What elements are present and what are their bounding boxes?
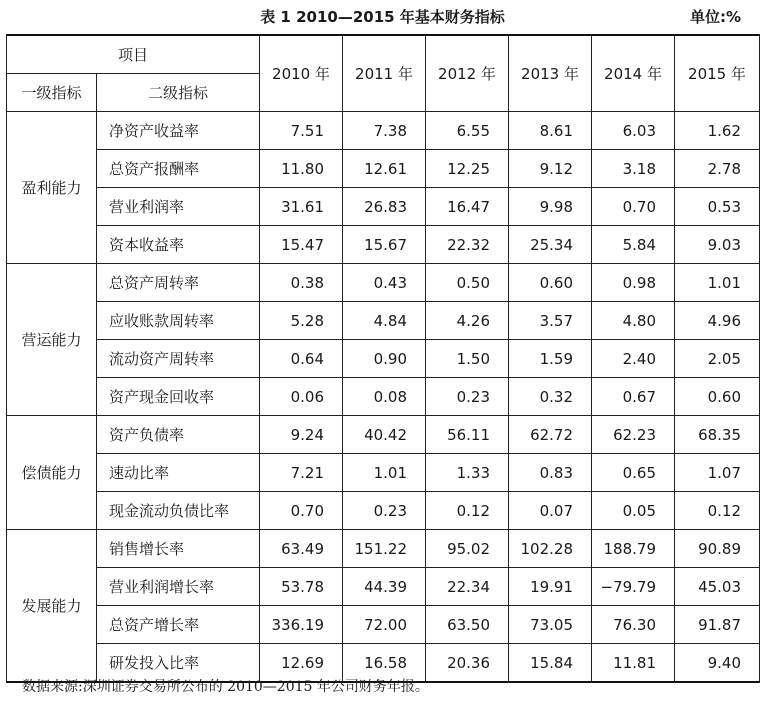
value-cell: 2.78 bbox=[675, 150, 760, 188]
value-cell: 63.49 bbox=[260, 530, 343, 568]
indicator-label: 速动比率 bbox=[97, 454, 260, 492]
value-cell: 0.06 bbox=[260, 378, 343, 416]
value-cell: 9.98 bbox=[509, 188, 592, 226]
header-level2: 二级指标 bbox=[97, 74, 260, 112]
value-cell: 4.96 bbox=[675, 302, 760, 340]
value-cell: 5.28 bbox=[260, 302, 343, 340]
value-cell: 1.07 bbox=[675, 454, 760, 492]
indicator-label: 流动资产周转率 bbox=[97, 340, 260, 378]
value-cell: 76.30 bbox=[592, 606, 675, 644]
value-cell: 0.60 bbox=[675, 378, 760, 416]
value-cell: 25.34 bbox=[509, 226, 592, 264]
value-cell: 0.50 bbox=[426, 264, 509, 302]
indicator-label: 资产现金回收率 bbox=[97, 378, 260, 416]
value-cell: 1.01 bbox=[675, 264, 760, 302]
value-cell: 0.32 bbox=[509, 378, 592, 416]
value-cell: 102.28 bbox=[509, 530, 592, 568]
table-row bbox=[7, 302, 760, 340]
value-cell: 9.12 bbox=[509, 150, 592, 188]
value-cell: 0.90 bbox=[343, 340, 426, 378]
value-cell: 16.58 bbox=[343, 644, 426, 683]
value-cell: 0.05 bbox=[592, 492, 675, 530]
header-year: 2012 年 bbox=[426, 35, 509, 112]
value-cell: 151.22 bbox=[343, 530, 426, 568]
indicator-label: 净资产收益率 bbox=[97, 112, 260, 150]
value-cell: 2.40 bbox=[592, 340, 675, 378]
table-row bbox=[7, 112, 760, 150]
value-cell: 26.83 bbox=[343, 188, 426, 226]
value-cell: 15.67 bbox=[343, 226, 426, 264]
indicator-label: 应收账款周转率 bbox=[97, 302, 260, 340]
indicator-label: 总资产周转率 bbox=[97, 264, 260, 302]
value-cell: 0.08 bbox=[343, 378, 426, 416]
value-cell: 0.23 bbox=[343, 492, 426, 530]
table-row bbox=[7, 264, 760, 302]
value-cell: 1.59 bbox=[509, 340, 592, 378]
value-cell: 4.26 bbox=[426, 302, 509, 340]
value-cell: 12.25 bbox=[426, 150, 509, 188]
indicator-label: 总资产报酬率 bbox=[97, 150, 260, 188]
table-row bbox=[7, 492, 760, 530]
table-row bbox=[7, 454, 760, 492]
value-cell: 11.80 bbox=[260, 150, 343, 188]
value-cell: 56.11 bbox=[426, 416, 509, 454]
indicator-label: 资本收益率 bbox=[97, 226, 260, 264]
value-cell: 53.78 bbox=[260, 568, 343, 606]
value-cell: 3.57 bbox=[509, 302, 592, 340]
value-cell: 1.01 bbox=[343, 454, 426, 492]
value-cell: 0.67 bbox=[592, 378, 675, 416]
table-header bbox=[7, 35, 760, 112]
table-row bbox=[7, 226, 760, 264]
value-cell: 63.50 bbox=[426, 606, 509, 644]
value-cell: 9.03 bbox=[675, 226, 760, 264]
table-row bbox=[7, 530, 760, 568]
group-label: 营运能力 bbox=[7, 264, 97, 416]
value-cell: 336.19 bbox=[260, 606, 343, 644]
value-cell: 1.62 bbox=[675, 112, 760, 150]
value-cell: 1.50 bbox=[426, 340, 509, 378]
indicator-label: 现金流动负债比率 bbox=[97, 492, 260, 530]
indicator-label: 总资产增长率 bbox=[97, 606, 260, 644]
value-cell: 0.98 bbox=[592, 264, 675, 302]
value-cell: 44.39 bbox=[343, 568, 426, 606]
header-year: 2015 年 bbox=[675, 35, 760, 112]
table-title: 表 1 2010—2015 年基本财务指标 bbox=[260, 8, 505, 26]
value-cell: 9.24 bbox=[260, 416, 343, 454]
table-row bbox=[7, 340, 760, 378]
value-cell: 0.65 bbox=[592, 454, 675, 492]
indicator-label: 营业利润率 bbox=[97, 188, 260, 226]
value-cell: 19.91 bbox=[509, 568, 592, 606]
group-label: 发展能力 bbox=[7, 530, 97, 683]
value-cell: 5.84 bbox=[592, 226, 675, 264]
value-cell: 0.60 bbox=[509, 264, 592, 302]
header-year: 2010 年 bbox=[260, 35, 343, 112]
value-cell: 9.40 bbox=[675, 644, 760, 683]
value-cell: 90.89 bbox=[675, 530, 760, 568]
table-row bbox=[7, 188, 760, 226]
indicator-label: 销售增长率 bbox=[97, 530, 260, 568]
value-cell: 12.61 bbox=[343, 150, 426, 188]
value-cell: 20.36 bbox=[426, 644, 509, 683]
table-row bbox=[7, 150, 760, 188]
value-cell: 188.79 bbox=[592, 530, 675, 568]
value-cell: 72.00 bbox=[343, 606, 426, 644]
value-cell: 22.32 bbox=[426, 226, 509, 264]
value-cell: 40.42 bbox=[343, 416, 426, 454]
value-cell: 62.72 bbox=[509, 416, 592, 454]
value-cell: 0.53 bbox=[675, 188, 760, 226]
value-cell: −79.79 bbox=[592, 568, 675, 606]
value-cell: 68.35 bbox=[675, 416, 760, 454]
header-year: 2013 年 bbox=[509, 35, 592, 112]
value-cell: 16.47 bbox=[426, 188, 509, 226]
table-caption bbox=[0, 6, 765, 28]
financial-indicators-table bbox=[6, 34, 760, 683]
table-row bbox=[7, 416, 760, 454]
table-row bbox=[7, 378, 760, 416]
value-cell: 0.12 bbox=[675, 492, 760, 530]
value-cell: 2.05 bbox=[675, 340, 760, 378]
value-cell: 0.70 bbox=[592, 188, 675, 226]
header-item: 项目 bbox=[7, 35, 260, 74]
table-row bbox=[7, 606, 760, 644]
value-cell: 7.38 bbox=[343, 112, 426, 150]
value-cell: 15.84 bbox=[509, 644, 592, 683]
source-note: 数据来源:深圳证券交易所公布的 2010—2015 年公司财务年报。 bbox=[22, 679, 429, 695]
value-cell: 6.55 bbox=[426, 112, 509, 150]
value-cell: 62.23 bbox=[592, 416, 675, 454]
table-body bbox=[7, 112, 760, 683]
value-cell: 7.21 bbox=[260, 454, 343, 492]
value-cell: 0.07 bbox=[509, 492, 592, 530]
value-cell: 45.03 bbox=[675, 568, 760, 606]
group-label: 偿债能力 bbox=[7, 416, 97, 530]
header-year: 2014 年 bbox=[592, 35, 675, 112]
value-cell: 15.47 bbox=[260, 226, 343, 264]
value-cell: 6.03 bbox=[592, 112, 675, 150]
group-label: 盈利能力 bbox=[7, 112, 97, 264]
value-cell: 91.87 bbox=[675, 606, 760, 644]
indicator-label: 资产负债率 bbox=[97, 416, 260, 454]
value-cell: 0.83 bbox=[509, 454, 592, 492]
indicator-label: 营业利润增长率 bbox=[97, 568, 260, 606]
value-cell: 8.61 bbox=[509, 112, 592, 150]
header-level1: 一级指标 bbox=[7, 74, 97, 112]
value-cell: 95.02 bbox=[426, 530, 509, 568]
value-cell: 31.61 bbox=[260, 188, 343, 226]
value-cell: 12.69 bbox=[260, 644, 343, 683]
value-cell: 1.33 bbox=[426, 454, 509, 492]
indicator-label: 研发投入比率 bbox=[97, 644, 260, 683]
value-cell: 0.38 bbox=[260, 264, 343, 302]
value-cell: 0.23 bbox=[426, 378, 509, 416]
value-cell: 0.70 bbox=[260, 492, 343, 530]
value-cell: 0.12 bbox=[426, 492, 509, 530]
table-row bbox=[7, 568, 760, 606]
unit-label: 单位:% bbox=[689, 8, 741, 26]
header-row-1 bbox=[7, 35, 760, 74]
value-cell: 11.81 bbox=[592, 644, 675, 683]
header-year: 2011 年 bbox=[343, 35, 426, 112]
value-cell: 7.51 bbox=[260, 112, 343, 150]
value-cell: 0.64 bbox=[260, 340, 343, 378]
value-cell: 4.84 bbox=[343, 302, 426, 340]
value-cell: 0.43 bbox=[343, 264, 426, 302]
value-cell: 22.34 bbox=[426, 568, 509, 606]
value-cell: 73.05 bbox=[509, 606, 592, 644]
value-cell: 3.18 bbox=[592, 150, 675, 188]
value-cell: 4.80 bbox=[592, 302, 675, 340]
